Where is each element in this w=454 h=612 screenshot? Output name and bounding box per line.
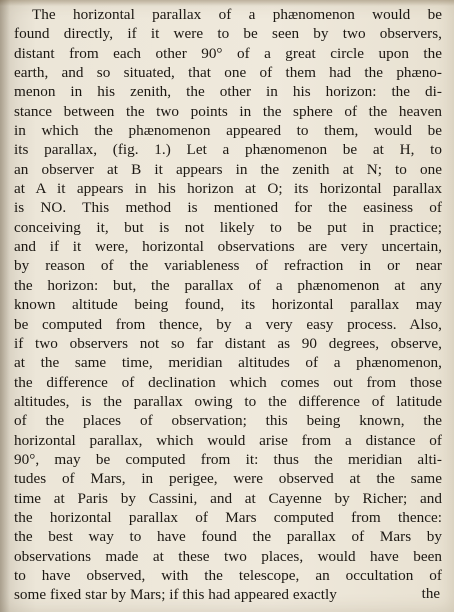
catchword: the (421, 586, 440, 602)
text-line: tudes of Mars, in perigee, were observed at the same (14, 470, 442, 488)
text-line: altitudes, is the parallax owing to the difference of latitude (14, 392, 442, 410)
text-line: the horizontal parallax of Mars computed from thence: (14, 508, 442, 526)
text-line: is NO. This method is mentioned for the easiness of (14, 199, 442, 217)
text-line: stance between the two points in the sphere of the heaven (14, 102, 442, 120)
text-line: earth, and so situated, that one of them had the phæno- (14, 64, 442, 82)
text-line: time at Paris by Cassini, and at Cayenne by Richer; and (14, 489, 442, 507)
paragraph-parallax (14, 5, 442, 605)
text-line: 90°, may be computed from it: thus the meridian alti- (14, 450, 442, 468)
text-line: at the same time, meridian altitudes of a phænomenon, (14, 354, 442, 372)
text-line: its parallax, (fig. 1.) Let a phænomenon be at H, to (14, 141, 442, 159)
text-line: an observer at B it appears in the zenith at N; to one (14, 160, 442, 178)
text-line: observations made at these two places, would have been (14, 547, 442, 565)
text-line: the difference of declination which comes out from those (14, 373, 442, 391)
text-line: distant from each other 90° of a great circle upon the (14, 44, 442, 62)
text-line: the horizon: but, the parallax of a phænomenon at any (14, 276, 442, 294)
text-line: and if it were, horizontal observations are very uncertain, (14, 238, 442, 256)
text-line: if two observers not so far distant as 90 degrees, observe, (14, 334, 442, 352)
text-line: conceiving it, but is not likely to be put in practice; (14, 218, 442, 236)
gutter-shadow (0, 0, 10, 612)
text-line: to have observed, with the telescope, an occultation of (14, 566, 442, 584)
text-line: some fixed star by Mars; if this had appeared exactly (14, 586, 337, 604)
text-line: menon in his zenith, the other in his horizon: the di- (14, 83, 442, 101)
text-line: of the places of observation; this being known, the (14, 412, 442, 430)
text-line: horizontal parallax, which would arise from a distance of (14, 431, 442, 449)
text-line: The horizontal parallax of a phænomenon would be (32, 6, 442, 23)
text-line: be computed from thence, by a very easy process. Also, (14, 315, 442, 333)
text-line: at A it appears in his horizon at O; its horizontal parallax (14, 180, 442, 198)
text-line: in which the phænomenon appeared to them, would be (14, 122, 442, 140)
text-line: the best way to have found the parallax of Mars by (14, 528, 442, 546)
text-line: known altitude being found, its horizontal parallax may (14, 296, 442, 314)
text-line: by reason of the variableness of refraction in or near (14, 257, 442, 275)
text-line: found directly, if it were to be seen by two observers, (14, 25, 442, 43)
